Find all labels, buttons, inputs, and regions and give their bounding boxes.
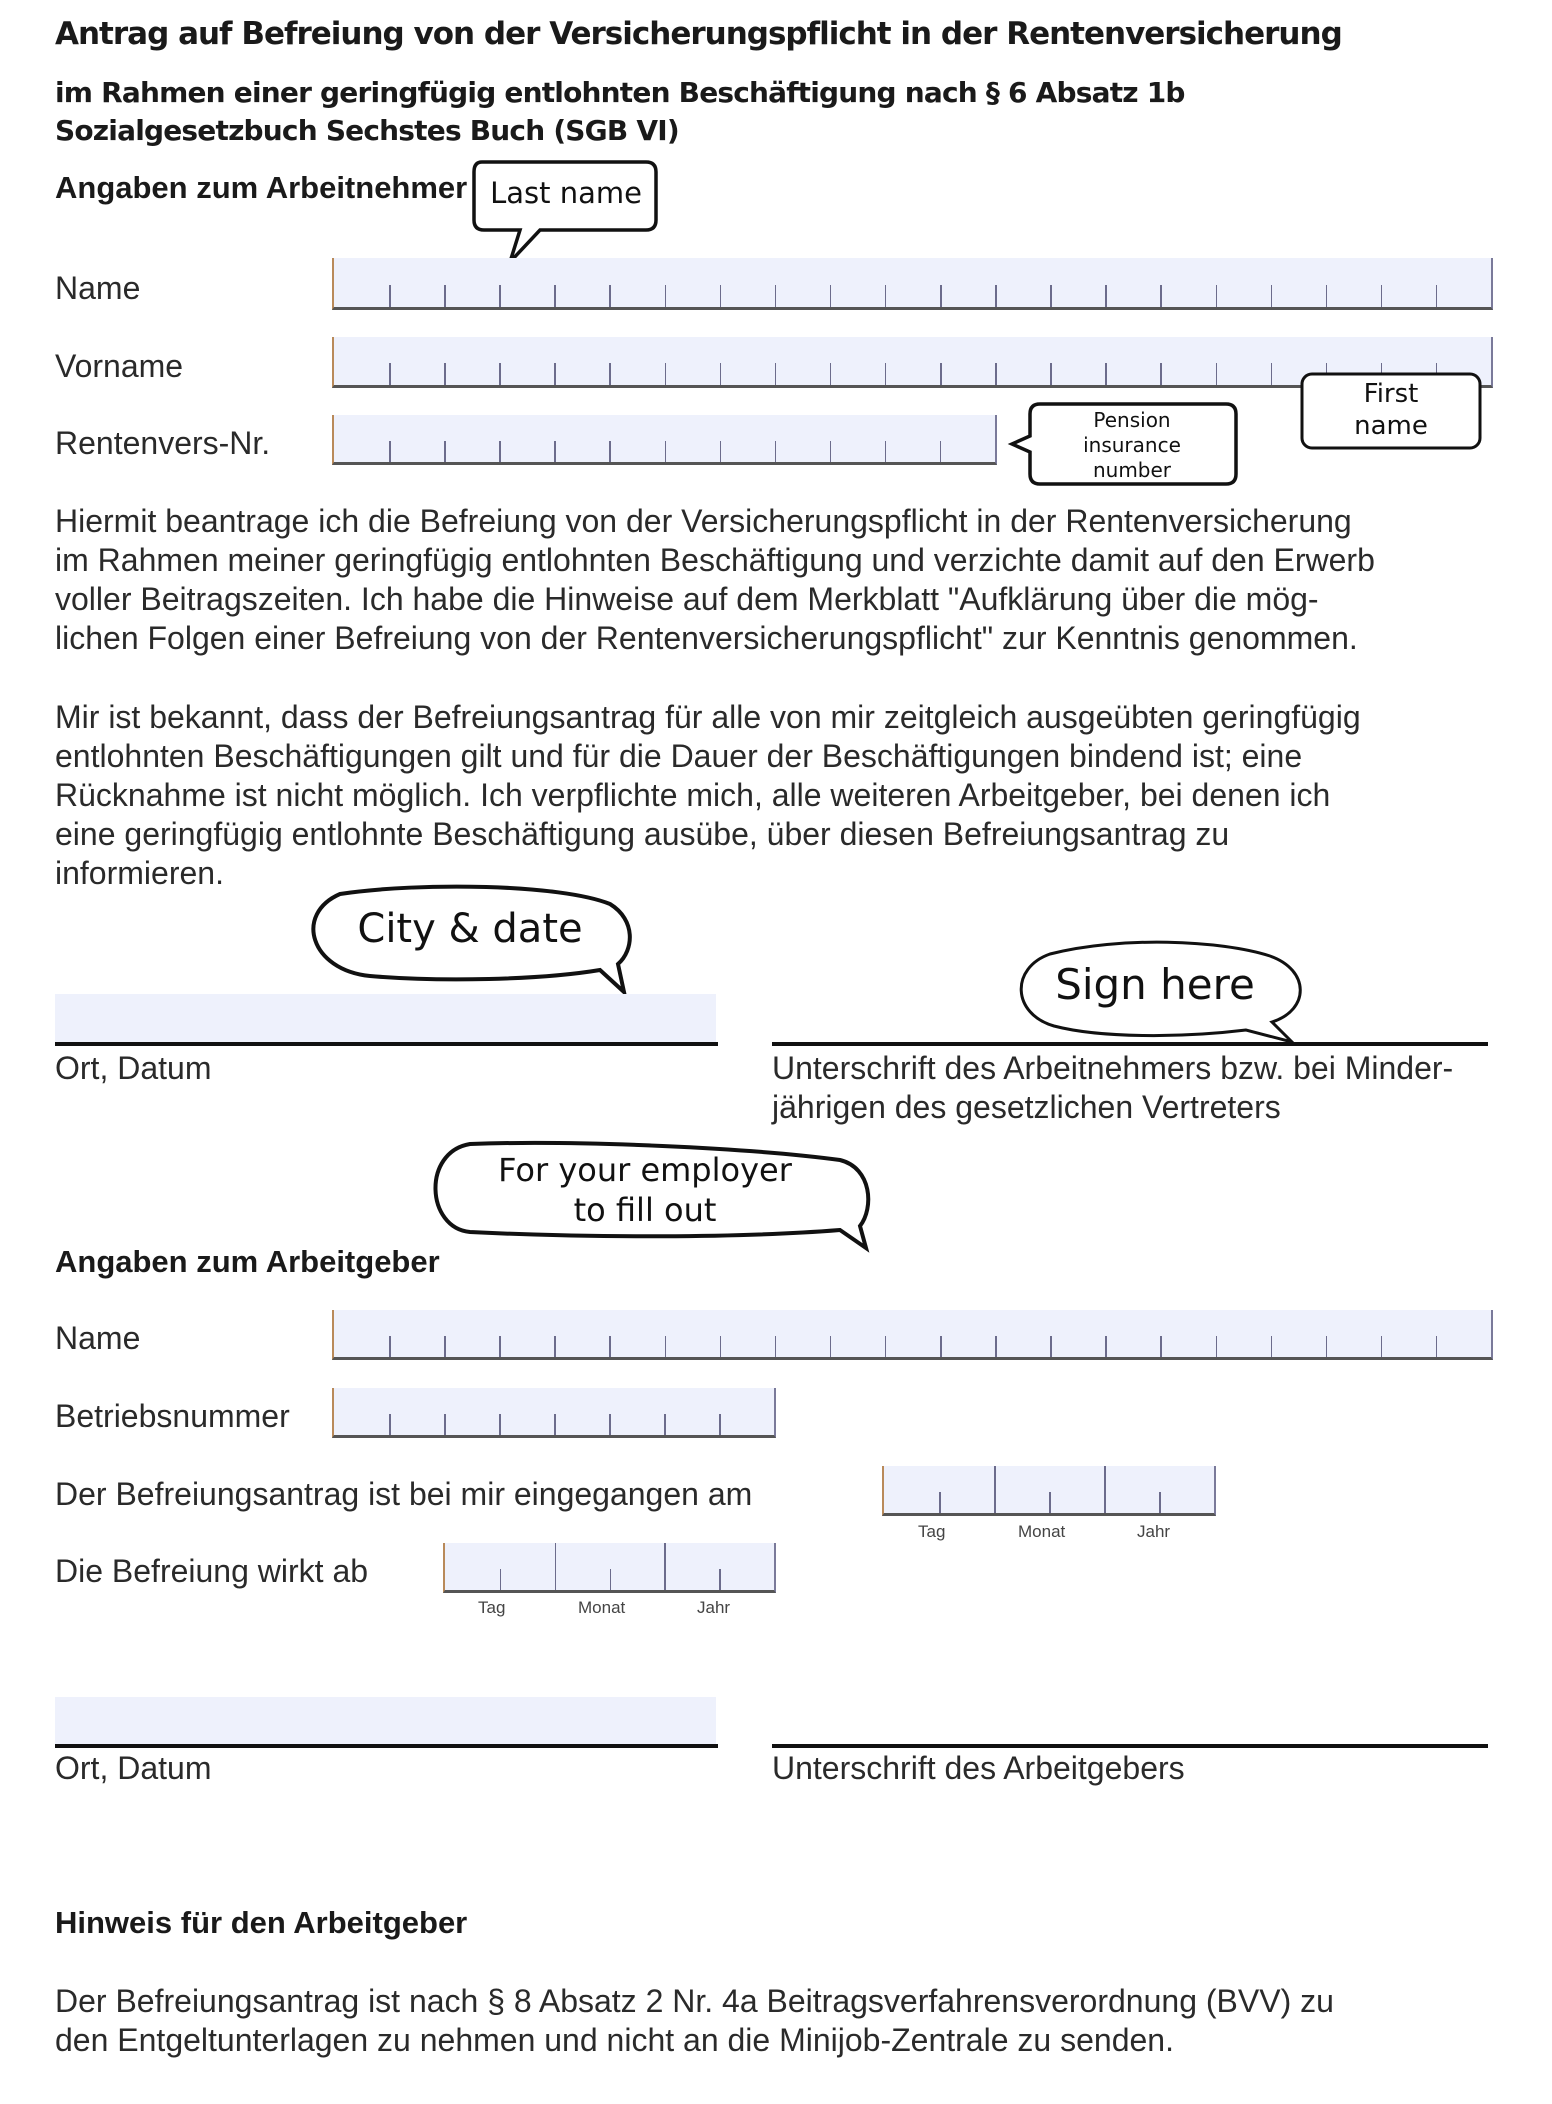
field-cell-divider — [1160, 363, 1162, 385]
employer-signature-line[interactable] — [772, 1744, 1488, 1748]
field-cell-divider — [389, 1414, 391, 1435]
field-cell-divider — [1436, 1336, 1438, 1357]
field-cell-divider — [940, 441, 942, 462]
employee-place-date-label: Ort, Datum — [55, 1050, 212, 1086]
field-cell-divider — [885, 363, 887, 385]
bubble-line: name — [1354, 411, 1428, 441]
field-cell-divider — [554, 1414, 556, 1435]
received-year-label: Jahr — [1137, 1522, 1171, 1541]
received-date-label: Der Befreiungsantrag ist bei mir eingegangen am — [55, 1476, 753, 1512]
last-name-speech-bubble — [470, 158, 670, 268]
field-cell-divider — [1105, 285, 1107, 307]
paragraph-line: lichen Folgen einer Befreiung von der Rentenversicherungspflicht" zur Kenntnis genommen. — [55, 620, 1358, 656]
field-cell-divider — [719, 1414, 721, 1435]
employee-section-heading: Angaben zum Arbeitnehmer — [55, 170, 468, 205]
employer-section-heading: Angaben zum Arbeitgeber — [55, 1244, 440, 1279]
field-cell-divider — [389, 363, 391, 385]
form-subtitle-line2: Sozialgesetzbuch Sechstes Buch (SGB VI) — [55, 114, 679, 147]
field-cell-divider — [444, 363, 446, 385]
pension-number-field[interactable] — [332, 415, 997, 465]
field-cell-divider — [1216, 285, 1218, 307]
employee-place-date-field[interactable] — [55, 994, 716, 1044]
employee-firstname-label: Vorname — [55, 348, 184, 384]
field-cell-divider — [1049, 1492, 1051, 1513]
employer-note-heading: Hinweis für den Arbeitgeber — [55, 1905, 468, 1940]
paragraph-line: im Rahmen meiner geringfügig entlohnten Beschäftigung und verzichte damit auf den Erwerb — [55, 542, 1375, 578]
effective-date-field[interactable] — [443, 1543, 776, 1593]
field-cell-divider — [940, 285, 942, 307]
field-cell-divider — [995, 363, 997, 385]
field-cell-divider — [720, 441, 722, 462]
form-subtitle-line1: im Rahmen einer geringfügig entlohnten Beschäftigung nach § 6 Absatz 1b — [55, 76, 1185, 109]
field-cell-divider — [720, 285, 722, 307]
field-cell-divider — [499, 285, 501, 307]
field-cell-divider — [609, 285, 611, 307]
paragraph-line: Hiermit beantrage ich die Befreiung von der Versicherungspflicht in der Rentenversicherung — [55, 503, 1352, 539]
employee-signature-label-1: Unterschrift des Arbeitnehmers bzw. bei Minder- — [772, 1050, 1454, 1086]
field-cell-divider — [499, 363, 501, 385]
field-cell-divider — [1050, 285, 1052, 307]
field-cell-divider — [1105, 1336, 1107, 1357]
field-cell-divider — [554, 441, 556, 462]
field-cell-divider — [1160, 285, 1162, 307]
employer-place-date-field[interactable] — [55, 1697, 716, 1746]
note-line: Der Befreiungsantrag ist nach § 8 Absatz 2 Nr. 4a Beitragsverfahrensverordnung (BVV) zu — [55, 1983, 1334, 2019]
bubble-line: Pension — [1093, 408, 1171, 432]
employer-name-label: Name — [55, 1320, 141, 1356]
field-cell-divider — [775, 1336, 777, 1357]
field-cell-divider — [389, 285, 391, 307]
field-cell-divider — [1271, 1336, 1273, 1357]
bubble-line: insurance — [1083, 433, 1181, 457]
employee-name-label: Name — [55, 270, 141, 306]
employer-name-field[interactable] — [332, 1310, 1493, 1360]
field-cell-divider — [1436, 285, 1438, 307]
city-date-bubble-text: City & date — [357, 906, 583, 952]
field-cell-divider — [1326, 1336, 1328, 1357]
field-cell-divider — [720, 363, 722, 385]
field-cell-divider — [1050, 1336, 1052, 1357]
field-cell-divider — [444, 285, 446, 307]
field-cell-divider — [1104, 1466, 1106, 1513]
field-cell-divider — [830, 441, 832, 462]
effective-month-label: Monat — [578, 1598, 626, 1617]
field-cell-divider — [720, 1336, 722, 1357]
pension-number-bubble-text — [1032, 408, 1232, 483]
field-cell-divider — [555, 1543, 557, 1590]
bubble-line: First — [1363, 379, 1419, 409]
employer-signature-label: Unterschrift des Arbeitgebers — [772, 1750, 1185, 1786]
employer-note-text — [55, 1982, 1535, 2060]
received-month-label: Monat — [1018, 1522, 1066, 1541]
field-cell-divider — [830, 285, 832, 307]
field-cell-divider — [1050, 363, 1052, 385]
paragraph-line: informieren. — [55, 855, 224, 891]
employer-bubble-text — [430, 1150, 860, 1230]
pension-number-label: Rentenvers-Nr. — [55, 425, 271, 461]
field-cell-divider — [1216, 363, 1218, 385]
field-cell-divider — [500, 1569, 502, 1590]
field-cell-divider — [1381, 1336, 1383, 1357]
last-name-bubble-text: Last name — [490, 176, 642, 210]
field-cell-divider — [940, 363, 942, 385]
field-cell-divider — [609, 363, 611, 385]
field-cell-divider — [995, 1336, 997, 1357]
paragraph-line: Rücknahme ist nicht möglich. Ich verpflichte mich, alle weiteren Arbeitgeber, bei denen ich — [55, 777, 1331, 813]
field-cell-divider — [609, 441, 611, 462]
field-cell-divider — [499, 441, 501, 462]
field-cell-divider — [1381, 285, 1383, 307]
effective-day-label: Tag — [478, 1598, 506, 1617]
field-cell-divider — [885, 441, 887, 462]
field-cell-divider — [1159, 1492, 1161, 1513]
form-title: Antrag auf Befreiung von der Versicherungspflicht in der Rentenversicherung — [55, 16, 1342, 52]
field-cell-divider — [1271, 285, 1273, 307]
field-cell-divider — [719, 1569, 721, 1590]
field-cell-divider — [389, 1336, 391, 1357]
received-day-label: Tag — [918, 1522, 946, 1541]
company-number-label: Betriebsnummer — [55, 1398, 290, 1434]
effective-year-label: Jahr — [697, 1598, 731, 1617]
field-cell-divider — [1216, 1336, 1218, 1357]
field-cell-divider — [665, 285, 667, 307]
field-cell-divider — [1326, 285, 1328, 307]
field-cell-divider — [610, 1569, 612, 1590]
note-line: den Entgeltunterlagen zu nehmen und nicht an die Minijob-Zentrale zu senden. — [55, 2022, 1174, 2058]
employer-place-date-label: Ort, Datum — [55, 1750, 212, 1786]
sign-here-bubble-text: Sign here — [1055, 960, 1255, 1009]
bubble-line: number — [1092, 458, 1172, 482]
field-cell-divider — [775, 363, 777, 385]
field-cell-divider — [1271, 363, 1273, 385]
field-cell-divider — [994, 1466, 996, 1513]
field-cell-divider — [609, 1414, 611, 1435]
field-cell-divider — [665, 441, 667, 462]
field-cell-divider — [885, 285, 887, 307]
field-cell-divider — [554, 363, 556, 385]
field-cell-divider — [665, 1336, 667, 1357]
field-cell-divider — [1160, 1336, 1162, 1357]
effective-date-label: Die Befreiung wirkt ab — [55, 1553, 369, 1589]
paragraph-line: entlohnten Beschäftigungen gilt und für die Dauer der Beschäftigungen bindend ist; eine — [55, 738, 1303, 774]
field-cell-divider — [664, 1414, 666, 1435]
employee-place-date-line — [55, 1042, 718, 1046]
first-name-bubble-text — [1302, 378, 1480, 442]
field-cell-divider — [554, 1336, 556, 1357]
field-cell-divider — [830, 363, 832, 385]
field-cell-divider — [444, 441, 446, 462]
paragraph-line: eine geringfügig entlohnte Beschäftigung ausübe, über diesen Befreiungsantrag zu — [55, 816, 1230, 852]
field-cell-divider — [665, 363, 667, 385]
field-cell-divider — [664, 1543, 666, 1590]
field-cell-divider — [775, 285, 777, 307]
declaration-paragraph-2 — [55, 698, 1535, 893]
declaration-paragraph-1 — [55, 502, 1535, 658]
field-cell-divider — [444, 1414, 446, 1435]
employee-signature-label-2: jährigen des gesetzlichen Vertreters — [772, 1089, 1281, 1125]
field-cell-divider — [1105, 363, 1107, 385]
field-cell-divider — [609, 1336, 611, 1357]
employer-place-date-line — [55, 1744, 718, 1748]
bubble-line: For your employer — [498, 1151, 792, 1189]
field-cell-divider — [444, 1336, 446, 1357]
field-cell-divider — [940, 1336, 942, 1357]
field-cell-divider — [389, 441, 391, 462]
paragraph-line: Mir ist bekannt, dass der Befreiungsantrag für alle von mir zeitgleich ausgeübten geringfügig — [55, 699, 1361, 735]
bubble-line: to fill out — [573, 1191, 717, 1229]
field-cell-divider — [939, 1492, 941, 1513]
field-cell-divider — [499, 1414, 501, 1435]
received-date-field[interactable] — [882, 1466, 1216, 1516]
employee-name-field[interactable] — [332, 258, 1493, 310]
field-cell-divider — [995, 285, 997, 307]
field-cell-divider — [554, 285, 556, 307]
field-cell-divider — [499, 1336, 501, 1357]
field-cell-divider — [830, 1336, 832, 1357]
field-cell-divider — [775, 441, 777, 462]
field-cell-divider — [885, 1336, 887, 1357]
paragraph-line: voller Beitragszeiten. Ich habe die Hinweise auf dem Merkblatt "Aufklärung über die mög- — [55, 581, 1319, 617]
company-number-field[interactable] — [332, 1388, 776, 1438]
